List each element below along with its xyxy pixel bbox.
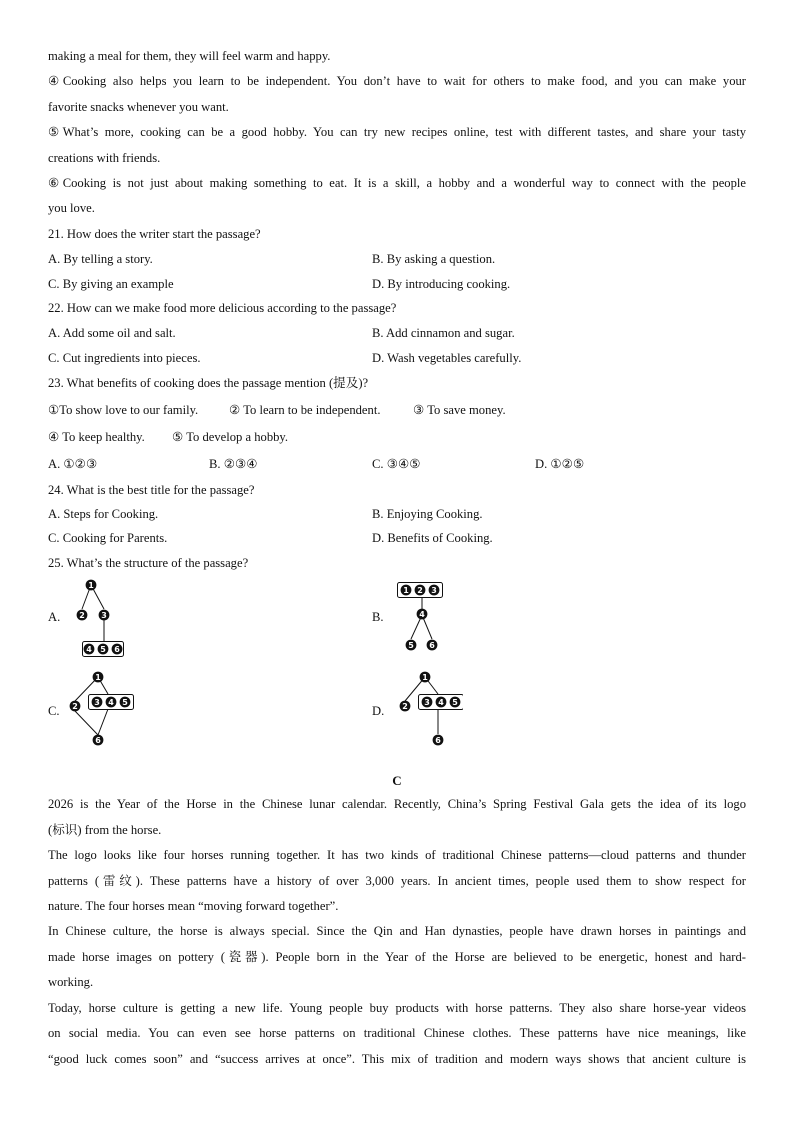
- option-a: A. Steps for Cooking.: [48, 506, 159, 521]
- passage-end: [48, 44, 746, 222]
- node-4: 4: [419, 610, 425, 620]
- passage-line: 2026 is the Year of the Horse in the Chinese lunar calendar. Recently, China’s Spring Festival Gala gets the idea of its logo: [48, 797, 746, 812]
- node-2: 2: [417, 586, 423, 596]
- passage-line: making a meal for them, they will feel warm and happy.: [48, 49, 331, 63]
- node-6: 6: [429, 641, 435, 651]
- passage-line: In Chinese culture, the horse is always special. Since the Qin and Han dynasties, people have drawn horses in paintings and: [48, 924, 746, 939]
- option-b: B. Enjoying Cooking.: [372, 506, 483, 521]
- option-d: D. Benefits of Cooking.: [372, 531, 493, 546]
- option-d: D. By introducing cooking.: [372, 276, 511, 291]
- question-stem: 25. What’s the structure of the passage?: [48, 556, 249, 571]
- node-5: 5: [452, 698, 458, 708]
- question-25: [48, 550, 746, 768]
- passage-line: nature. The four horses mean “moving forward together”.: [48, 899, 339, 914]
- passage-line: patterns (雷纹). These patterns have a history of over 3,000 years. In ancient times, people used them to show respect for: [48, 873, 746, 888]
- benefit-items-row-2: [48, 424, 746, 451]
- passage-line: working.: [48, 975, 94, 990]
- diagram-label-b: B.: [372, 610, 384, 625]
- benefit-item: ①To show love to our family.: [48, 402, 199, 417]
- diagram-c: [64, 670, 136, 752]
- passage-c: [48, 792, 746, 1071]
- node-3: 3: [431, 586, 437, 596]
- document-page: [48, 44, 746, 1072]
- passage-line: (标识) from the horse.: [48, 822, 162, 837]
- option-c: C. Cut ingredients into pieces.: [48, 350, 201, 365]
- passage-line: ⑥Cooking is not just about making something to eat. It is a skill, a hobby and a wonderful way to connect with the people: [48, 176, 746, 191]
- node-1: 1: [403, 586, 409, 596]
- option-b: B. Add cinnamon and sugar.: [372, 326, 515, 341]
- benefit-item: ④ To keep healthy.: [48, 429, 145, 444]
- option-c: C. By giving an example: [48, 276, 174, 291]
- section-heading: C: [392, 773, 402, 789]
- benefit-items-row-1: [48, 397, 746, 424]
- diagram-label-d: D.: [372, 704, 385, 719]
- node-5: 5: [408, 641, 414, 651]
- question-21: [48, 222, 746, 296]
- question-stem: 24. What is the best title for the passage?: [48, 482, 255, 497]
- question-23: [48, 370, 746, 478]
- benefit-item: ⑤ To develop a hobby.: [172, 429, 289, 444]
- question-stem: 22. How can we make food more delicious according to the passage?: [48, 300, 397, 315]
- node-1: 1: [88, 581, 94, 591]
- diagram-label-a: A.: [48, 610, 61, 625]
- node-6: 6: [435, 736, 441, 746]
- node-2: 2: [79, 611, 85, 621]
- question-22: [48, 296, 746, 370]
- passage-line: Today, horse culture is getting a new life. Young people buy products with horse patterns. They also share horse-year videos: [48, 1000, 746, 1015]
- diagram-label-c: C.: [48, 704, 60, 719]
- node-5: 5: [100, 645, 106, 655]
- passage-line: “good luck comes soon” and “success arrives at once”. This mix of tradition and modern ways shows that ancient culture is: [48, 1051, 746, 1066]
- passage-line: creations with friends.: [48, 150, 161, 165]
- option-a: A. ①②③: [48, 456, 98, 471]
- option-b: B. ②③④: [209, 456, 258, 471]
- passage-line: The logo looks like four horses running together. It has two kinds of traditional Chinese patterns—cloud patterns and thunder: [48, 848, 746, 863]
- diagram-b: [395, 578, 459, 662]
- node-1: 1: [422, 673, 428, 683]
- benefit-item: ③ To save money.: [413, 402, 506, 417]
- question-stem: 23. What benefits of cooking does the passage mention (提及)?: [48, 375, 369, 390]
- node-5: 5: [122, 698, 128, 708]
- passage-line: ⑤What’s more, cooking can be a good hobby. You can try new recipes online, test with different tastes, and share your tasty: [48, 125, 746, 140]
- passage-line: made horse images on pottery (瓷器). People born in the Year of the Horse are believed to be energetic, honest and hard-: [48, 949, 746, 964]
- node-2: 2: [72, 702, 78, 712]
- node-6: 6: [114, 645, 120, 655]
- passage-line: ④Cooking also helps you learn to be independent. You don’t have to wait for others to make food, and you can make your: [48, 74, 746, 89]
- structure-diagrams: [48, 578, 746, 768]
- question-stem: 21. How does the writer start the passage?: [48, 226, 261, 241]
- option-c: C. ③④⑤: [372, 456, 421, 471]
- node-4: 4: [438, 698, 444, 708]
- option-a: A. By telling a story.: [48, 252, 153, 267]
- diagram-d: [391, 670, 463, 752]
- option-d: D. Wash vegetables carefully.: [372, 350, 522, 365]
- node-4: 4: [108, 698, 114, 708]
- passage-line: you love.: [48, 201, 95, 216]
- node-2: 2: [402, 702, 408, 712]
- option-d: D. ①②⑤: [535, 456, 585, 471]
- benefit-item: ② To learn to be independent.: [229, 402, 381, 417]
- node-6: 6: [95, 736, 101, 746]
- passage-line: on social media. You can even see horse patterns on traditional Chinese clothes. These patterns have nice meanings, like: [48, 1026, 746, 1041]
- option-c: C. Cooking for Parents.: [48, 531, 168, 546]
- option-a: A. Add some oil and salt.: [48, 326, 176, 341]
- node-3: 3: [424, 698, 430, 708]
- node-4: 4: [86, 645, 92, 655]
- passage-line: favorite snacks whenever you want.: [48, 99, 229, 114]
- node-3: 3: [94, 698, 100, 708]
- question-24: [48, 478, 746, 551]
- diagram-a: [74, 578, 138, 662]
- node-3: 3: [101, 611, 107, 621]
- node-1: 1: [95, 673, 101, 683]
- option-b: B. By asking a question.: [372, 252, 496, 267]
